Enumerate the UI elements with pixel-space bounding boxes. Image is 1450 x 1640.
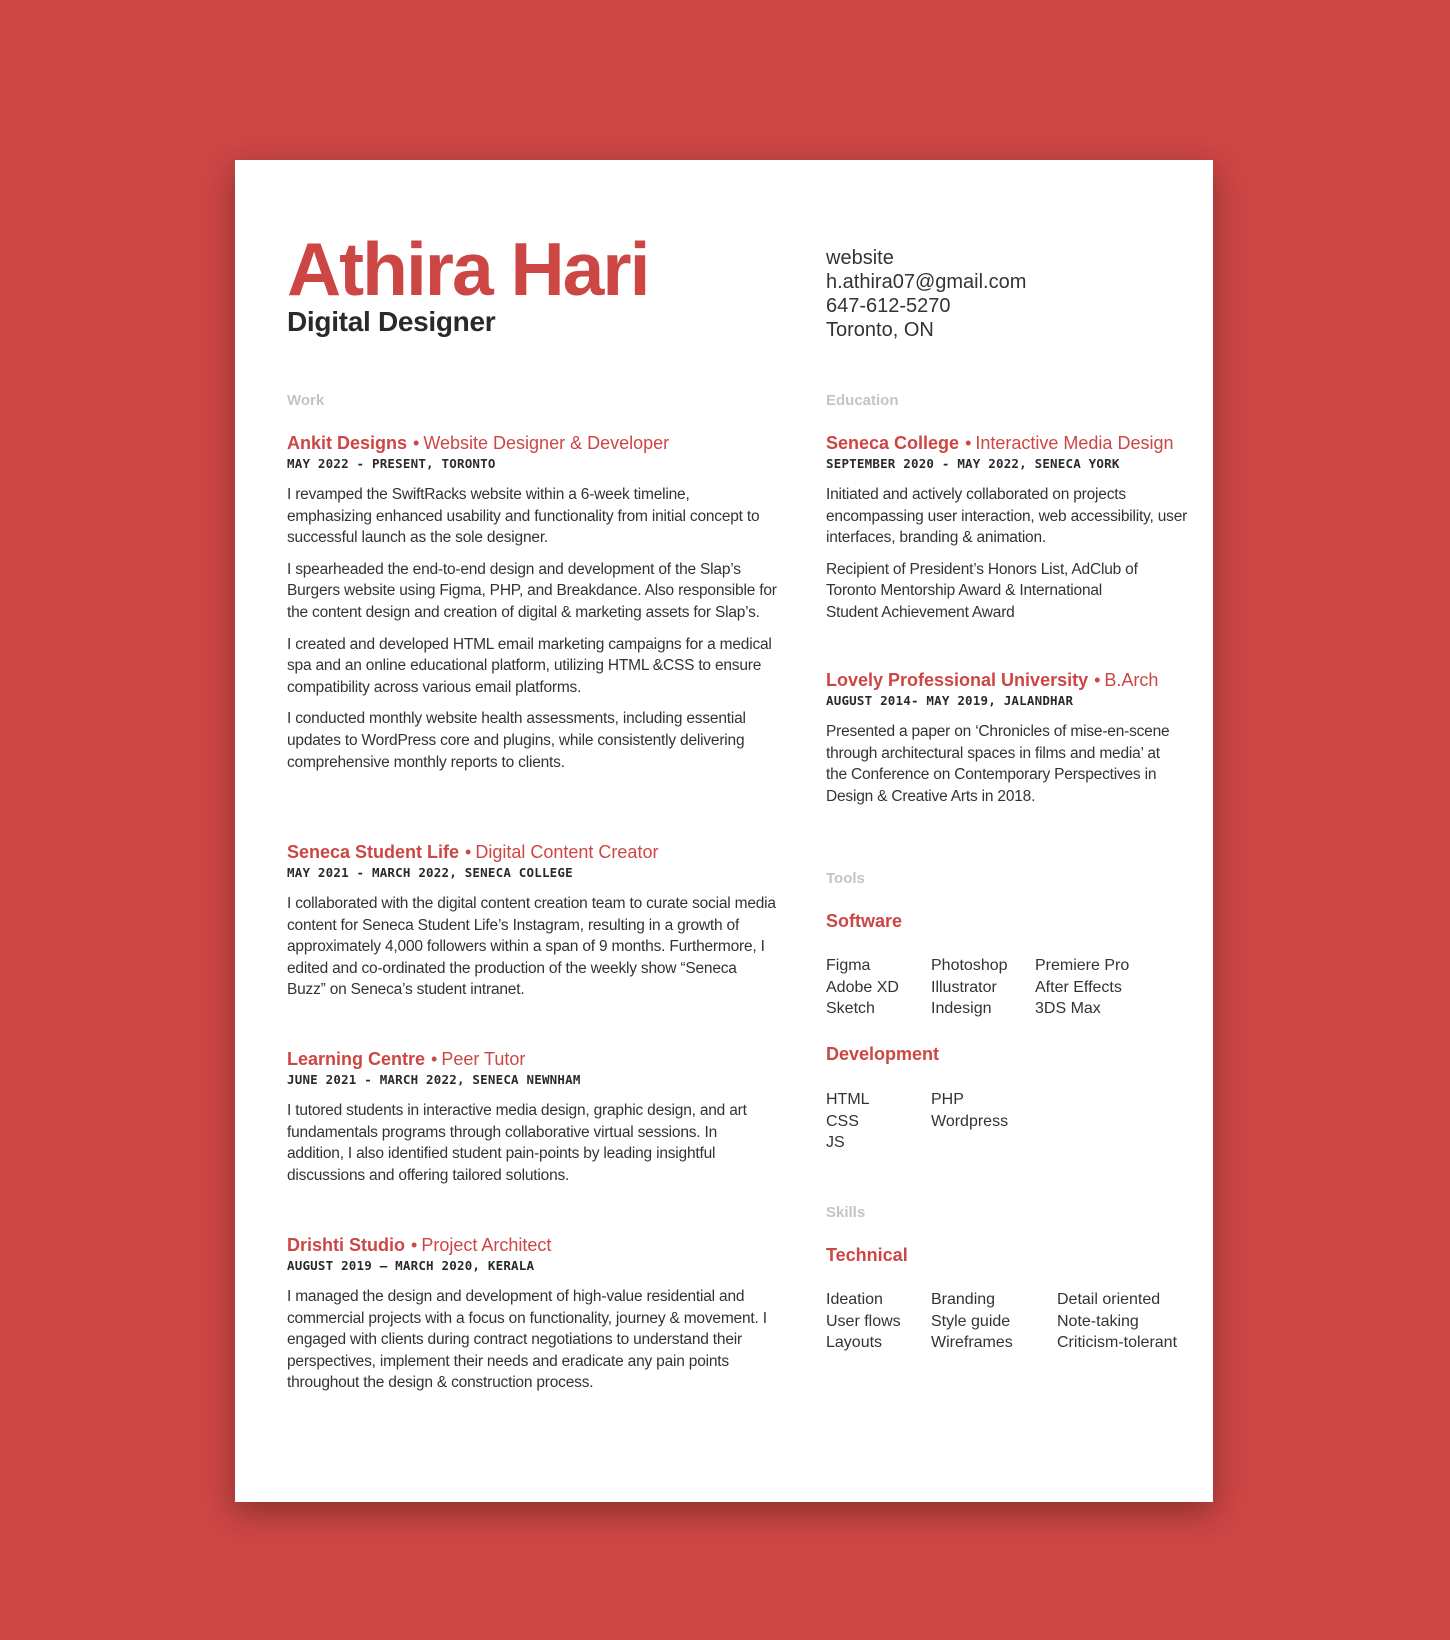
work-entry: [287, 1234, 777, 1394]
skills-column: [826, 1289, 901, 1354]
development-item: PHP: [931, 1091, 964, 1108]
software-column: [931, 955, 1008, 1020]
work-entry: [287, 841, 777, 1001]
section-label-education: Education: [826, 392, 899, 409]
entry-heading: [287, 841, 777, 863]
entry-paragraph: I spearheaded the end-to-end design and development of the Slap’s Burgers website using Figma, PHP, and Breakdance. Also responsible for the content design and creation of digital & marketing assets for Slap’s.: [287, 560, 777, 621]
entry-role: Peer Tutor: [441, 1049, 526, 1069]
software-item: Indesign: [931, 1000, 992, 1018]
education-entry: [826, 669, 1176, 807]
entry-paragraph: I managed the design and development of high-value residential and commercial projects with a focus on functionality, journey & movement. I engaged with clients during contract negotiations to understand their perspectives, implement their needs and eradicate any pain points throughout the design & construction process.: [287, 1288, 767, 1392]
bullet-dot: •: [411, 1235, 418, 1255]
entry-org: Seneca College: [826, 433, 960, 453]
entry-paragraph: Recipient of President’s Honors List, AdClub of Toronto Mentorship Award & International Student Achievement Award: [826, 560, 1138, 621]
contact-phone: 647-612-5270: [826, 295, 951, 317]
software-item: Figma: [826, 957, 871, 974]
bullet-dot: •: [1094, 670, 1101, 690]
entry-heading: [287, 1234, 777, 1256]
entry-role: Website Designer & Developer: [423, 433, 670, 453]
development-column: [826, 1089, 870, 1154]
contact-location: Toronto, ON: [826, 319, 934, 341]
software-item: 3DS Max: [1035, 1000, 1101, 1018]
work-entry: [287, 1048, 777, 1186]
section-label-skills: Skills: [826, 1204, 866, 1221]
skill-item: Layouts: [826, 1334, 883, 1352]
skills-column: [931, 1289, 1013, 1354]
software-heading: Software: [826, 911, 903, 931]
bullet-dot: •: [413, 433, 420, 453]
development-item: Wordpress: [931, 1112, 1009, 1130]
entry-paragraph: I conducted monthly website health assessments, including essential updates to WordPress core and plugins, while consistently delivering comprehensive monthly reports to clients.: [287, 710, 746, 771]
entry-role: Project Architect: [421, 1235, 552, 1255]
entry-dates: JUNE 2021 - MARCH 2022, SENECA NEWNHAM: [287, 1072, 581, 1087]
entry-role: Interactive Media Design: [975, 433, 1174, 453]
bullet-dot: •: [465, 842, 472, 862]
bullet-dot: •: [965, 433, 972, 453]
entry-heading: [287, 1048, 777, 1070]
skill-item: Wireframes: [931, 1334, 1013, 1352]
contact-email[interactable]: h.athira07@gmail.com: [826, 271, 1027, 293]
development-item: HTML: [826, 1091, 870, 1108]
entry-org: Drishti Studio: [287, 1235, 405, 1255]
skill-item: Ideation: [826, 1291, 883, 1308]
resume-name: Athira Hari: [287, 227, 649, 311]
section-label-work: Work: [287, 392, 325, 409]
entry-paragraph: I created and developed HTML email marketing campaigns for a medical spa and an online educational platform, utilizing HTML &CSS to ensure compatibility across various email platforms.: [287, 635, 772, 696]
software-item: Sketch: [826, 1000, 875, 1018]
entry-org: Ankit Designs: [287, 433, 408, 453]
software-item: After Effects: [1035, 978, 1122, 996]
development-column: [931, 1089, 1008, 1132]
skill-item: Note-taking: [1057, 1312, 1139, 1330]
entry-dates: AUGUST 2019 – MARCH 2020, KERALA: [287, 1258, 535, 1273]
software-item: Photoshop: [931, 957, 1008, 974]
software-item: Illustrator: [931, 978, 997, 996]
entry-org: Learning Centre: [287, 1049, 426, 1069]
education-entry: [826, 432, 1206, 624]
entry-org: Seneca Student Life: [287, 842, 460, 862]
entry-heading: [287, 432, 777, 454]
section-label-tools: Tools: [826, 870, 865, 887]
entry-paragraph: I tutored students in interactive media design, graphic design, and art fundamentals programs through collaborative virtual sessions. In addition, I also identified student pain-points by leading insightful discussions and offering tailored solutions.: [287, 1102, 747, 1184]
development-item: JS: [826, 1134, 845, 1152]
software-item: Premiere Pro: [1035, 957, 1130, 974]
development-item: CSS: [826, 1112, 859, 1130]
entry-paragraph: Initiated and actively collaborated on projects encompassing user interaction, web accessibility, user interfaces, branding & animation.: [826, 486, 1188, 547]
skill-item: Style guide: [931, 1312, 1011, 1330]
skill-item: Criticism-tolerant: [1057, 1334, 1178, 1352]
software-item: Adobe XD: [826, 978, 899, 996]
bullet-dot: •: [431, 1049, 438, 1069]
contact-website[interactable]: website: [826, 247, 894, 269]
skill-item: Detail oriented: [1057, 1291, 1161, 1308]
technical-heading: Technical: [826, 1245, 908, 1265]
resume-job-title: Digital Designer: [287, 306, 496, 337]
skill-item: User flows: [826, 1312, 901, 1330]
entry-dates: MAY 2022 - PRESENT, TORONTO: [287, 456, 496, 471]
entry-role: B.Arch: [1104, 670, 1159, 690]
skill-item: Branding: [931, 1291, 996, 1308]
software-column: [826, 955, 899, 1020]
entry-dates: AUGUST 2014- MAY 2019, JALANDHAR: [826, 693, 1074, 708]
entry-role: Digital Content Creator: [475, 842, 659, 862]
entry-paragraph: Presented a paper on ‘Chronicles of mise-en-scene through architectural spaces in films and media’ at the Conference on Contemporary Perspectives in Design & Creative Arts in 2018.: [826, 723, 1170, 805]
entry-org: Lovely Professional University: [826, 670, 1089, 690]
software-column: [1035, 955, 1129, 1020]
entry-paragraph: I collaborated with the digital content creation team to curate social media content for Seneca Student Life’s Instagram, resulting in a growth of approximately 4,000 followers within a span of 9 months. Furthermore, I edited and co-ordinated the production of the weekly show “Seneca Buzz” on Seneca’s student intranet.: [287, 895, 776, 999]
entry-heading: [826, 669, 1176, 691]
entry-paragraph: I revamped the SwiftRacks website within a 6-week timeline, emphasizing enhanced usability and functionality from initial concept to successful launch as the sole designer.: [287, 486, 760, 547]
work-entry: [287, 432, 777, 773]
resume-page: [235, 160, 1213, 1502]
skills-column: [1057, 1289, 1177, 1354]
development-heading: Development: [826, 1044, 940, 1064]
entry-heading: [826, 432, 1206, 454]
entry-dates: SEPTEMBER 2020 - MAY 2022, SENECA YORK: [826, 456, 1120, 471]
contact-block: [826, 246, 1026, 342]
entry-dates: MAY 2021 - MARCH 2022, SENECA COLLEGE: [287, 865, 573, 880]
